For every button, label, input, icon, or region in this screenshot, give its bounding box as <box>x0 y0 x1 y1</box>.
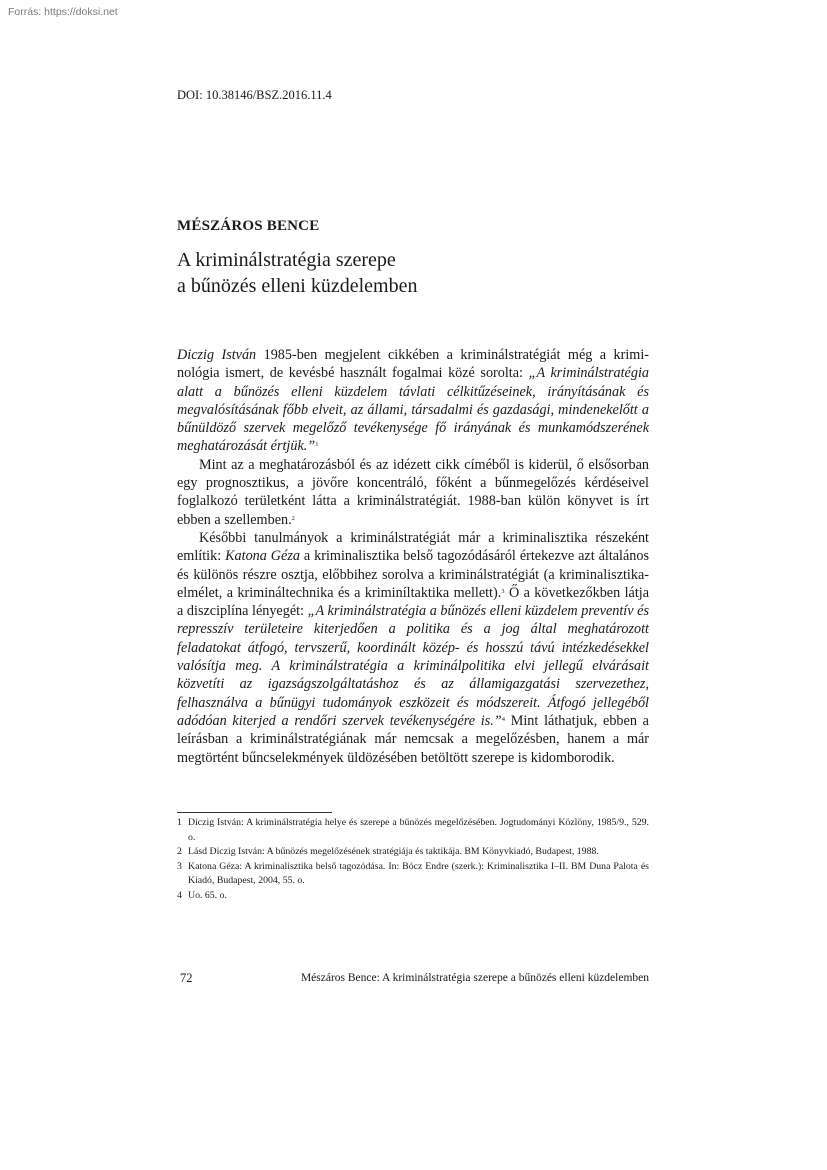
footnote-text: Lásd Diczig István: A bűnözés megelőzésének stratégiája és taktikája. BM Könyvkiadó, Budapest, 1988. <box>188 846 599 857</box>
footnote-divider <box>177 812 332 813</box>
footnote-number: 3 <box>177 860 182 872</box>
cited-author: Diczig István <box>177 347 257 363</box>
paragraph-1 <box>177 346 649 456</box>
paragraph-text: Ő a következőkben látja a diszciplína lényegét: <box>177 584 650 620</box>
block-quote: „A kriminálstratégia a bűnözés elleni küzdelem preventív és represszív területeire kiterjedően a politika és a jog által meghatározott feladatokat átfogó, tervszerű, koordinált közép- és hosszú távú intézkedésekkel valósítja meg. A kriminálstratégia a kriminálpolitika elvi jellegű elvárásait közvetíti az igazságszolgáltatáshoz és az államigazgatási szervezethez, felhasználva a bűnügyi tudományok eszközeit és módszereit. Átfogó jellegéből adódóan kiterjed a rendőri szervek tevékenységére is.” <box>177 603 649 729</box>
footnote-ref[interactable]: 2 <box>291 514 295 522</box>
footnote-item <box>177 816 649 845</box>
page-footer <box>177 971 649 987</box>
title-line-2: a bűnözés elleni küzdelemben <box>177 275 418 297</box>
footnote-number: 4 <box>177 889 182 901</box>
cited-author: Katona Géza <box>225 548 300 565</box>
footnote-ref[interactable]: 4 <box>501 715 505 723</box>
footnote-item <box>177 845 649 860</box>
running-head: Mészáros Bence: A kriminálstratégia szerepe a bűnözés elleni küzdelemben <box>300 972 649 984</box>
paragraph-text: Mint az a meghatározásból és az idézett cikk címéből is kiderül, ő elsősorban egy prognosztikus, a jövőre koncentráló, főként a bűnmegelőzés kérdéseivel foglalkozó területként látta a kriminálstratégiát. 1988-ban külön könyvet is írt ebben a szellemben. <box>177 456 649 528</box>
author-name: MÉSZÁROS BENCE <box>177 218 320 234</box>
paragraph-text: a kriminalisztika belső tagozódásáról értekezve azt általános és különös részre osztja, előbbihez sorolva a kriminálstratégiát (a kriminalisztika-elmélet, a krimináltechnika és a kriminíltaktika mellett). <box>177 548 650 601</box>
paragraph-3 <box>177 529 649 767</box>
paragraph-2 <box>177 456 649 529</box>
source-watermark: Forrás: https://doksi.net <box>8 6 118 18</box>
footnote-item <box>177 889 649 904</box>
paragraph-text: Későbbi tanulmányok a kriminálstratégiát már a kriminalisztika részeként említik: <box>177 529 649 565</box>
article-title <box>177 247 647 299</box>
doi-line: DOI: 10.38146/BSZ.2016.11.4 <box>177 88 332 102</box>
footnote-number: 1 <box>177 817 182 828</box>
footnotes <box>177 816 649 903</box>
paragraph-text: Mint láthatjuk, ebben a leírásban a kriminálstratégiának már nemcsak a megelőzésben, hanem a már megtörtént bűncselekmények üldözésében betöltött szerepe is kidomborodik. <box>177 712 649 766</box>
footnote-text: Diczig István: A kriminálstratégia helye és szerepe a bűnözés megelőzésében. Jogtudományi Közlöny, 1985/9., 529. o. <box>188 817 649 843</box>
footnote-text: Uo. 65. o. <box>188 889 227 901</box>
title-line-1: A kriminálstratégia szerepe <box>177 249 396 271</box>
footnote-ref[interactable]: 1 <box>315 441 319 449</box>
footnote-number: 2 <box>177 846 182 857</box>
footnote-item <box>177 860 649 889</box>
block-quote: „A kriminálstratégia alatt a bűnözés elleni küzdelem távlati célkitűzéseinek, irányításának és megvalósításának főbb elveit, az állami, társadalmi és gazdasági, mindenekelőtt a bűnüldöző szervek megelőző tevékenysége fő irányának és munkamódszerének meghatározását értjük.” <box>177 365 649 455</box>
article-body <box>177 346 649 767</box>
footnote-text: Katona Géza: A kriminalisztika belső tagozódása. In: Bócz Endre (szerk.): Kriminalisztika I–II. BM Duna Palota és Kiadó, Budapest, 2004, 55. o. <box>188 860 649 886</box>
paragraph-text: 1985-ben megjelent cikkében a kriminálstratégiát még a kriminológia ismert, de kevésbé használt fogalmai közé sorolta: <box>177 347 649 382</box>
page-number: 72 <box>180 971 193 985</box>
footnote-ref[interactable]: 3 <box>501 587 505 595</box>
